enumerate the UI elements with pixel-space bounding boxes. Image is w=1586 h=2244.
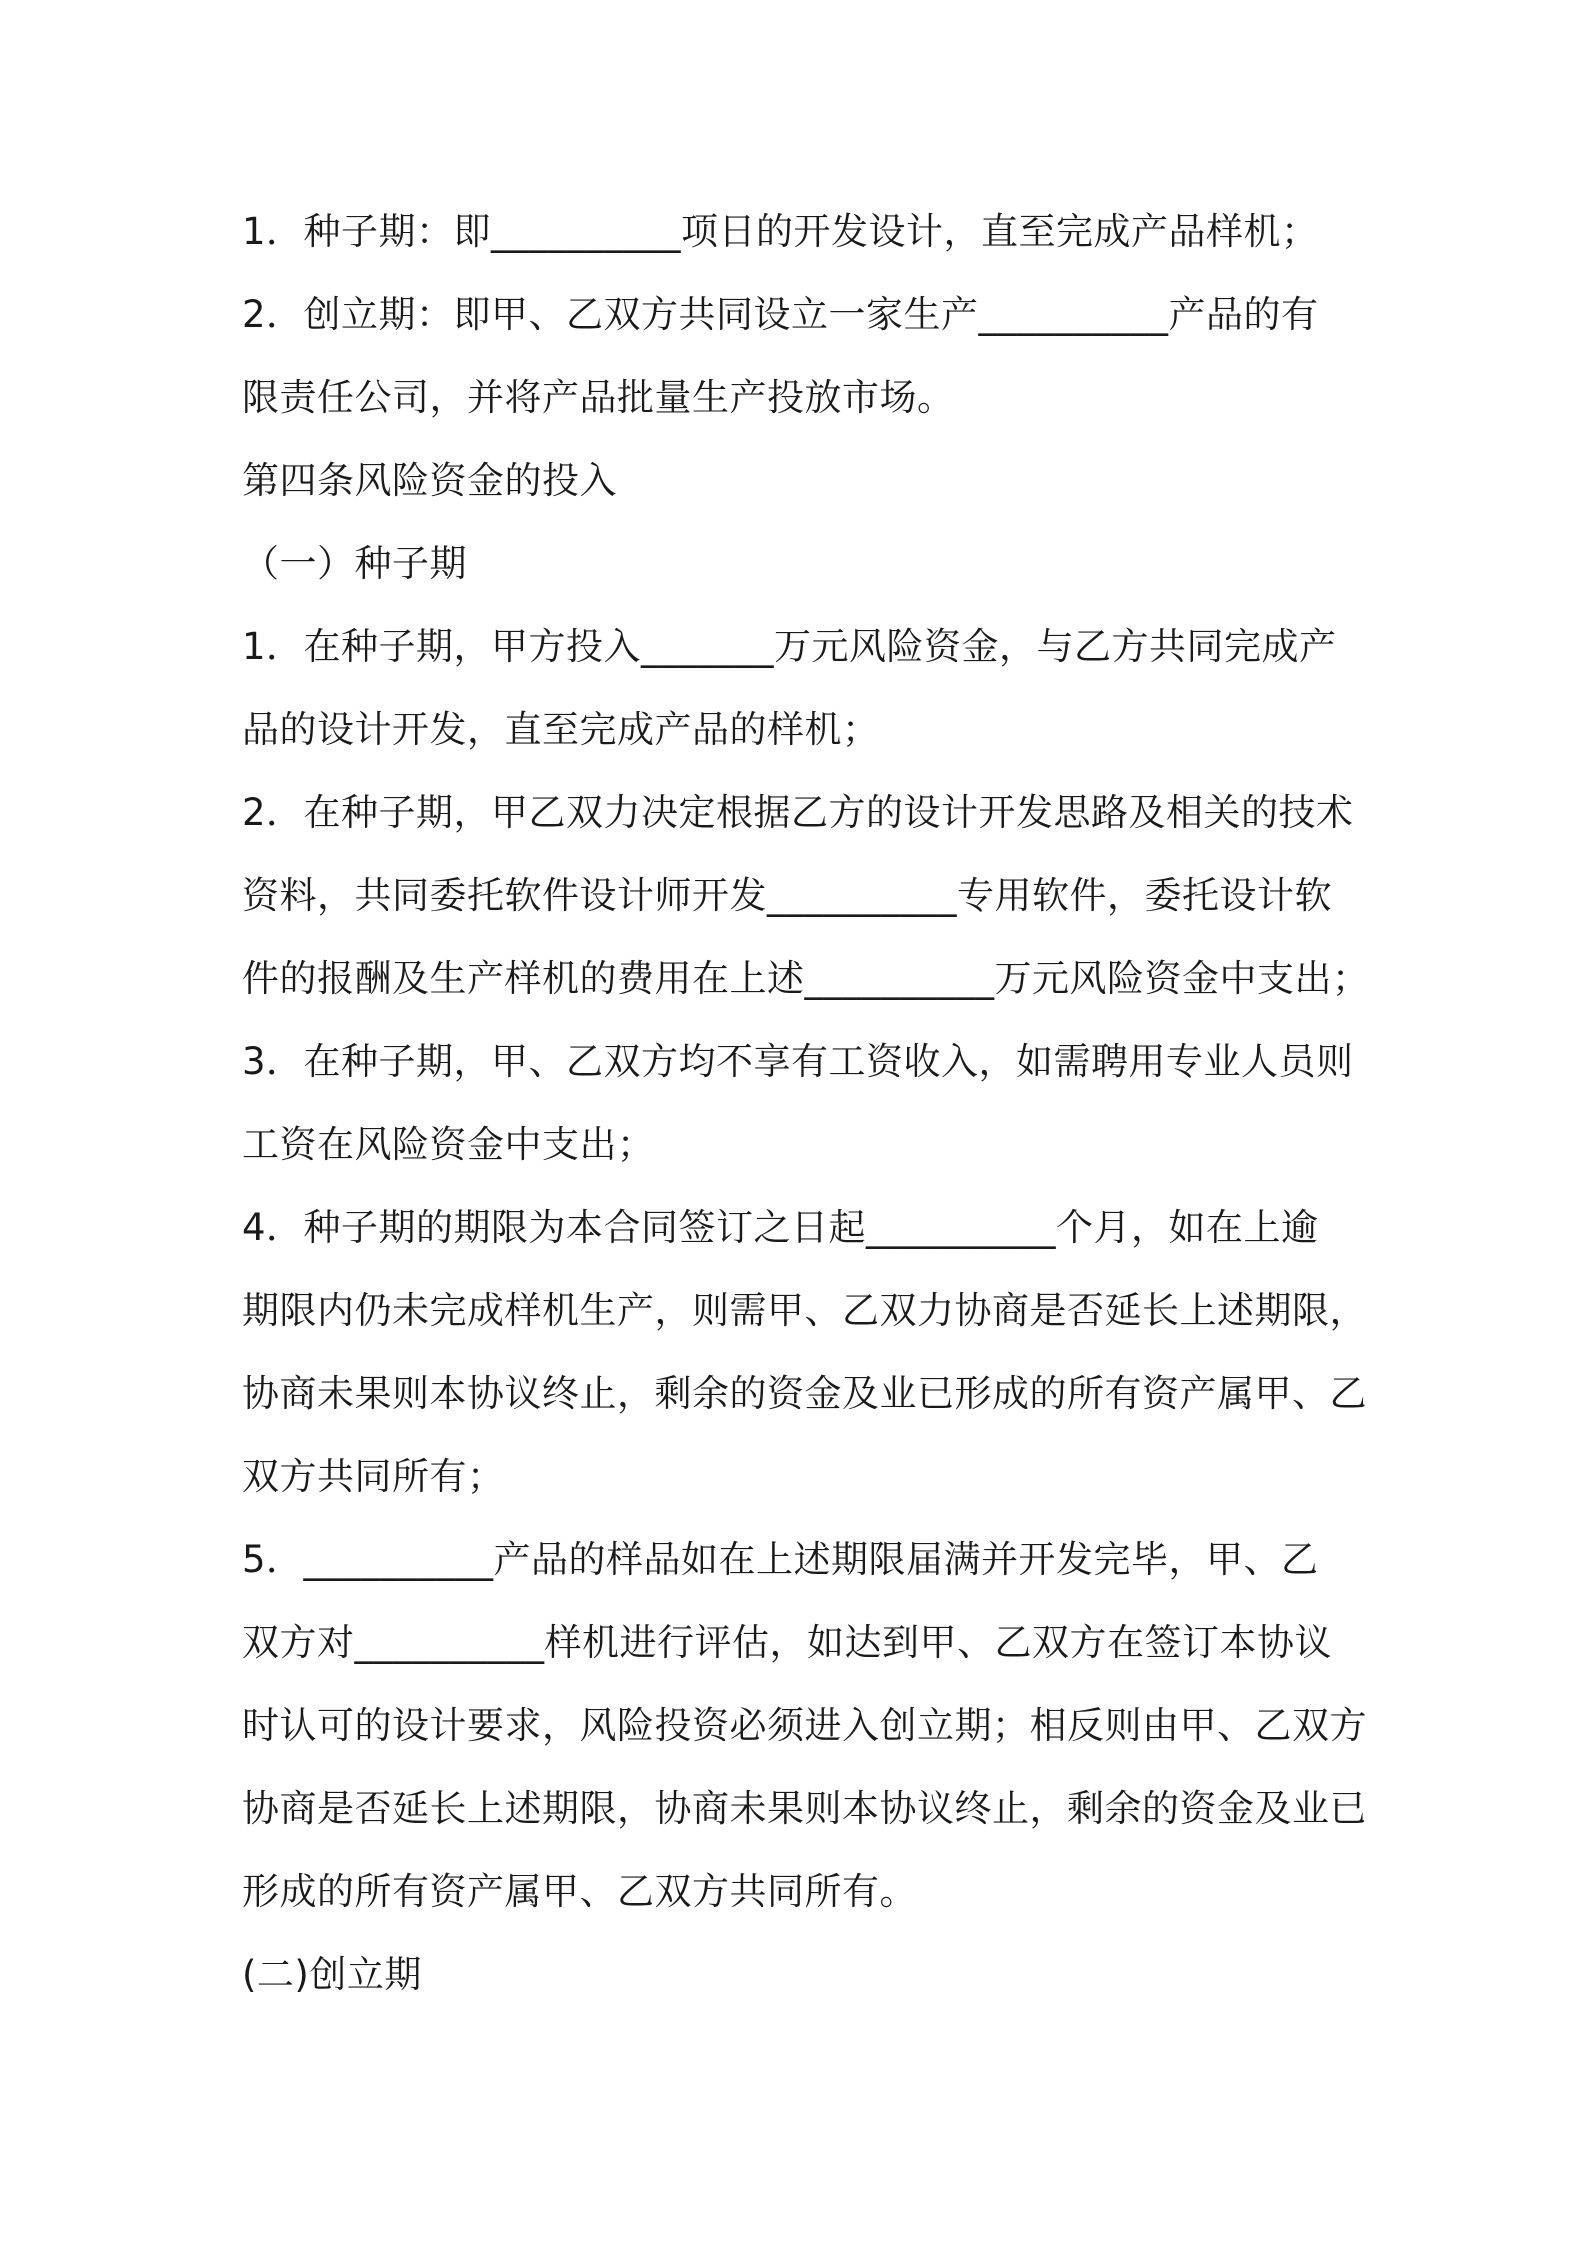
document-body: [242, 190, 1370, 2016]
section-founding-period-heading: (二)创立期: [242, 1953, 422, 1996]
seed-clause-1: 1．在种子期，甲方投入_______万元风险资金，与乙方共同完成产: [242, 625, 1337, 668]
seed-clause-5-cont-3: 协商是否延长上述期限，协商未果则本协议终止，剩余的资金及业已: [242, 1787, 1367, 1830]
article-four-heading: 第四条风险资金的投入: [242, 459, 617, 502]
section-seed-period-heading: （一）种子期: [242, 542, 467, 585]
seed-clause-2: 2．在种子期，甲乙双力决定根据乙方的设计开发思路及相关的技术: [242, 791, 1354, 834]
seed-clause-3: 3．在种子期，甲、乙双方均不享有工资收入，如需聘用专业人员则: [242, 1040, 1354, 1083]
seed-clause-4-cont-3: 双方共同所有；: [242, 1455, 505, 1498]
seed-clause-5: 5．__________产品的样品如在上述期限届满并开发完毕，甲、乙: [242, 1538, 1319, 1581]
item-seed-period-definition: 1．种子期：即__________项日的开发设计，直至完成产品样机；: [242, 210, 1319, 253]
seed-clause-2-cont-1: 资料，共同委托软件设计师开发__________专用软件，委托设计软: [242, 874, 1332, 917]
item-founding-period-definition-cont: 限责任公司，并将产品批量生产投放市场。: [242, 376, 955, 419]
seed-clause-4-cont-1: 期限内仍未完成样机生产，则需甲、乙双力协商是否延长上述期限，: [242, 1289, 1367, 1332]
seed-clause-2-cont-2: 件的报酬及生产样机的费用在上述__________万元风险资金中支出；: [242, 957, 1370, 1000]
seed-clause-5-cont-1: 双方对__________样机进行评估，如达到甲、乙双方在签订本协议: [242, 1621, 1332, 1664]
seed-clause-4: 4．种子期的期限为本合同签订之日起__________个月，如在上逾: [242, 1206, 1319, 1249]
seed-clause-3-cont: 工资在风险资金中支出；: [242, 1123, 655, 1166]
seed-clause-4-cont-2: 协商未果则本协议终止，剩余的资金及业已形成的所有资产属甲、乙: [242, 1372, 1367, 1415]
item-founding-period-definition: 2．创立期：即甲、乙双方共同设立一家生产__________产品的有: [242, 293, 1319, 336]
seed-clause-5-cont-2: 时认可的设计要求，风险投资必须进入创立期；相反则由甲、乙双方: [242, 1704, 1367, 1747]
seed-clause-5-cont-4: 形成的所有资产属甲、乙双方共同所有。: [242, 1870, 917, 1913]
seed-clause-1-cont: 品的设计开发，直至完成产品的样机；: [242, 708, 880, 751]
